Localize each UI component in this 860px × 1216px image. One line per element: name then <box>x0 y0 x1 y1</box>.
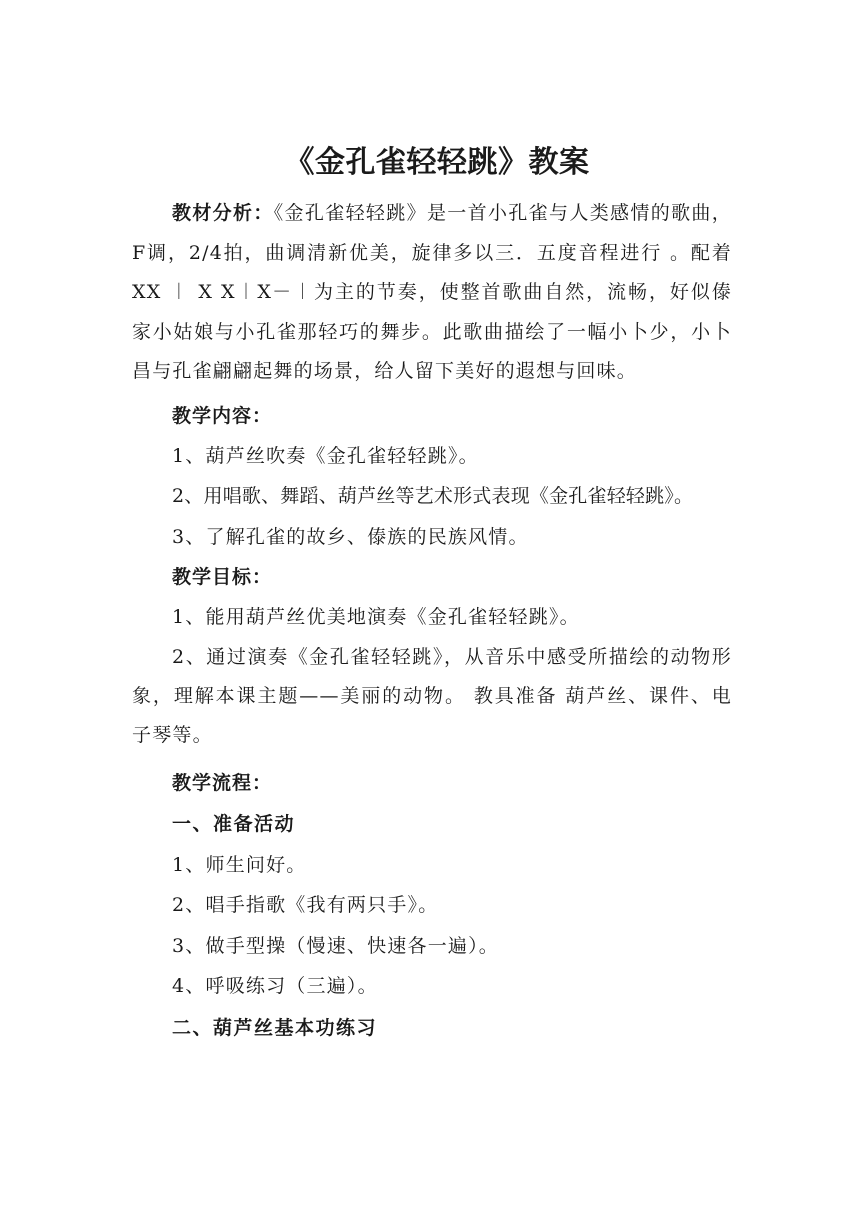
process-section-1-item-4: 4、呼吸练习（三遍）。 <box>172 975 378 997</box>
goals-item-2: 2、通过演奏《金孔雀轻轻跳》，从音乐中感受所描绘的动物形象，理解本课主题——美丽的动物。 教具准备 葫芦丝、课件、电子琴等。 <box>132 645 732 746</box>
analysis-label: 教材分析： <box>172 202 274 224</box>
content-item-1: 1、葫芦丝吹奏《金孔雀轻轻跳》。 <box>172 444 479 467</box>
process-section-1-item-1: 1、师生问好。 <box>172 853 307 876</box>
process-section-1-item-2: 2、唱手指歌《我有两只手》。 <box>172 894 439 916</box>
analysis-text: 《金孔雀轻轻跳》是一首小孔雀与人类感情的歌曲， F调，2/4拍，曲调清新优美，旋律多以三．五度音程进行 。配着 XX ︱ X X︱X－︱为主的节奏，使整首歌曲自然，流畅，好似傣家小姑娘与小孔雀那轻巧的舞步。此歌曲描绘了一幅小卜少，小卜昌与孔雀翩翩起舞的场景，给人留下美好的遐想与回味。 <box>132 202 732 382</box>
content-item-3: 3、了解孔雀的故乡、傣族的民族风情。 <box>172 525 529 548</box>
process-section-2-title: 二、葫芦丝基本功练习 <box>172 1016 378 1039</box>
document-page <box>132 140 732 1049</box>
analysis-paragraph <box>132 194 732 392</box>
process-section-1-item-3: 3、做手型操（慢速、快速各一遍）。 <box>172 934 499 957</box>
document-title: 《金孔雀轻轻跳》教案 <box>284 145 590 180</box>
process-heading: 教学流程： <box>172 771 273 794</box>
process-section-1-title: 一、准备活动 <box>172 812 296 835</box>
goals-heading: 教学目标： <box>172 566 273 588</box>
content-item-2: 2、用唱歌、舞蹈、葫芦丝等艺术形式表现《金孔雀轻轻跳》。 <box>172 485 694 507</box>
content-heading: 教学内容： <box>172 404 273 427</box>
goals-item-1: 1、能用葫芦丝优美地演奏《金孔雀轻轻跳》。 <box>172 606 580 628</box>
